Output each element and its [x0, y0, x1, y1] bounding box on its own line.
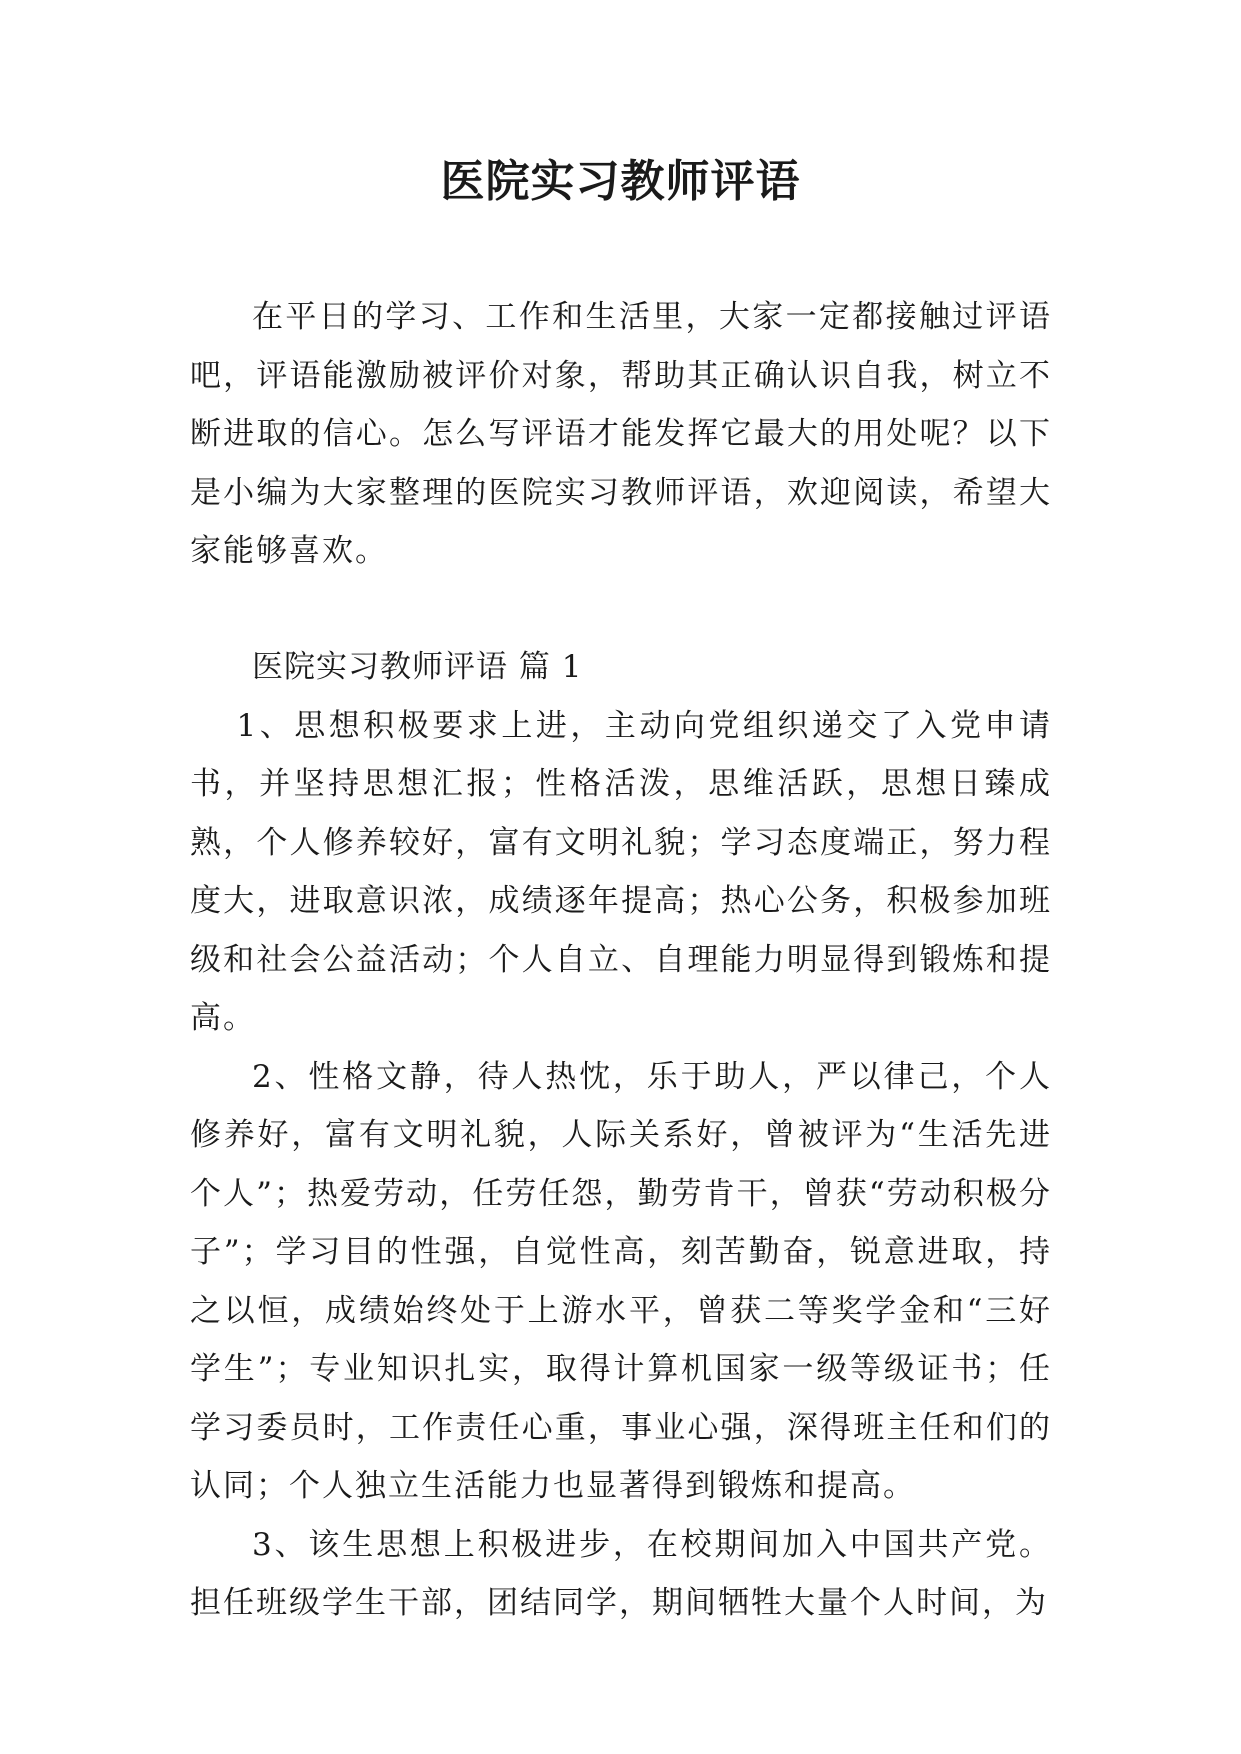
section-heading: 医院实习教师评语 篇 1: [252, 649, 583, 685]
section-body: [190, 638, 1052, 1633]
comment-paragraph-3: 3、该生思想上积极进步，在校期间加入中国共产党。担任班级学生干部，团结同学，期间牺牲大量个人时间，为: [190, 1526, 1052, 1621]
comment-paragraph-1: 1、思想积极要求上进，主动向党组织递交了入党申请书，并坚持思想汇报；性格活泼，思维活跃，思想日臻成熟，个人修养较好，富有文明礼貌；学习态度端正，努力程度大，进取意识浓，成绩逐年提高；热心公务，积极参加班级和社会公益活动；个人自立、自理能力明显得到锻炼和提高。: [190, 707, 1052, 1036]
document-title: 医院实习教师评语: [440, 156, 801, 207]
intro-paragraph: 在平日的学习、工作和生活里，大家一定都接触过评语吧，评语能激励被评价对象，帮助其正确认识自我，树立不断进取的信心。怎么写评语才能发挥它最大的用处呢？以下是小编为大家整理的医院实习教师评语，欢迎阅读，希望大家能够喜欢。: [190, 299, 1052, 569]
intro-block: [190, 288, 1052, 581]
comment-paragraph-2: 2、性格文静，待人热忱，乐于助人，严以律己，个人修养好，富有文明礼貌，人际关系好，曾被评为“生活先进个人”；热爱劳动，任劳任怨，勤劳肯干，曾获“劳动积极分子”；学习目的性强，自觉性高，刻苦勤奋，锐意进取，持之以恒，成绩始终处于上游水平，曾获二等奖学金和“三好学生”；专业知识扎实，取得计算机国家一级等级证书；任学习委员时，工作责任心重，事业心强，深得班主任和们的认同；个人独立生活能力也显著得到锻炼和提高。: [190, 1058, 1052, 1504]
